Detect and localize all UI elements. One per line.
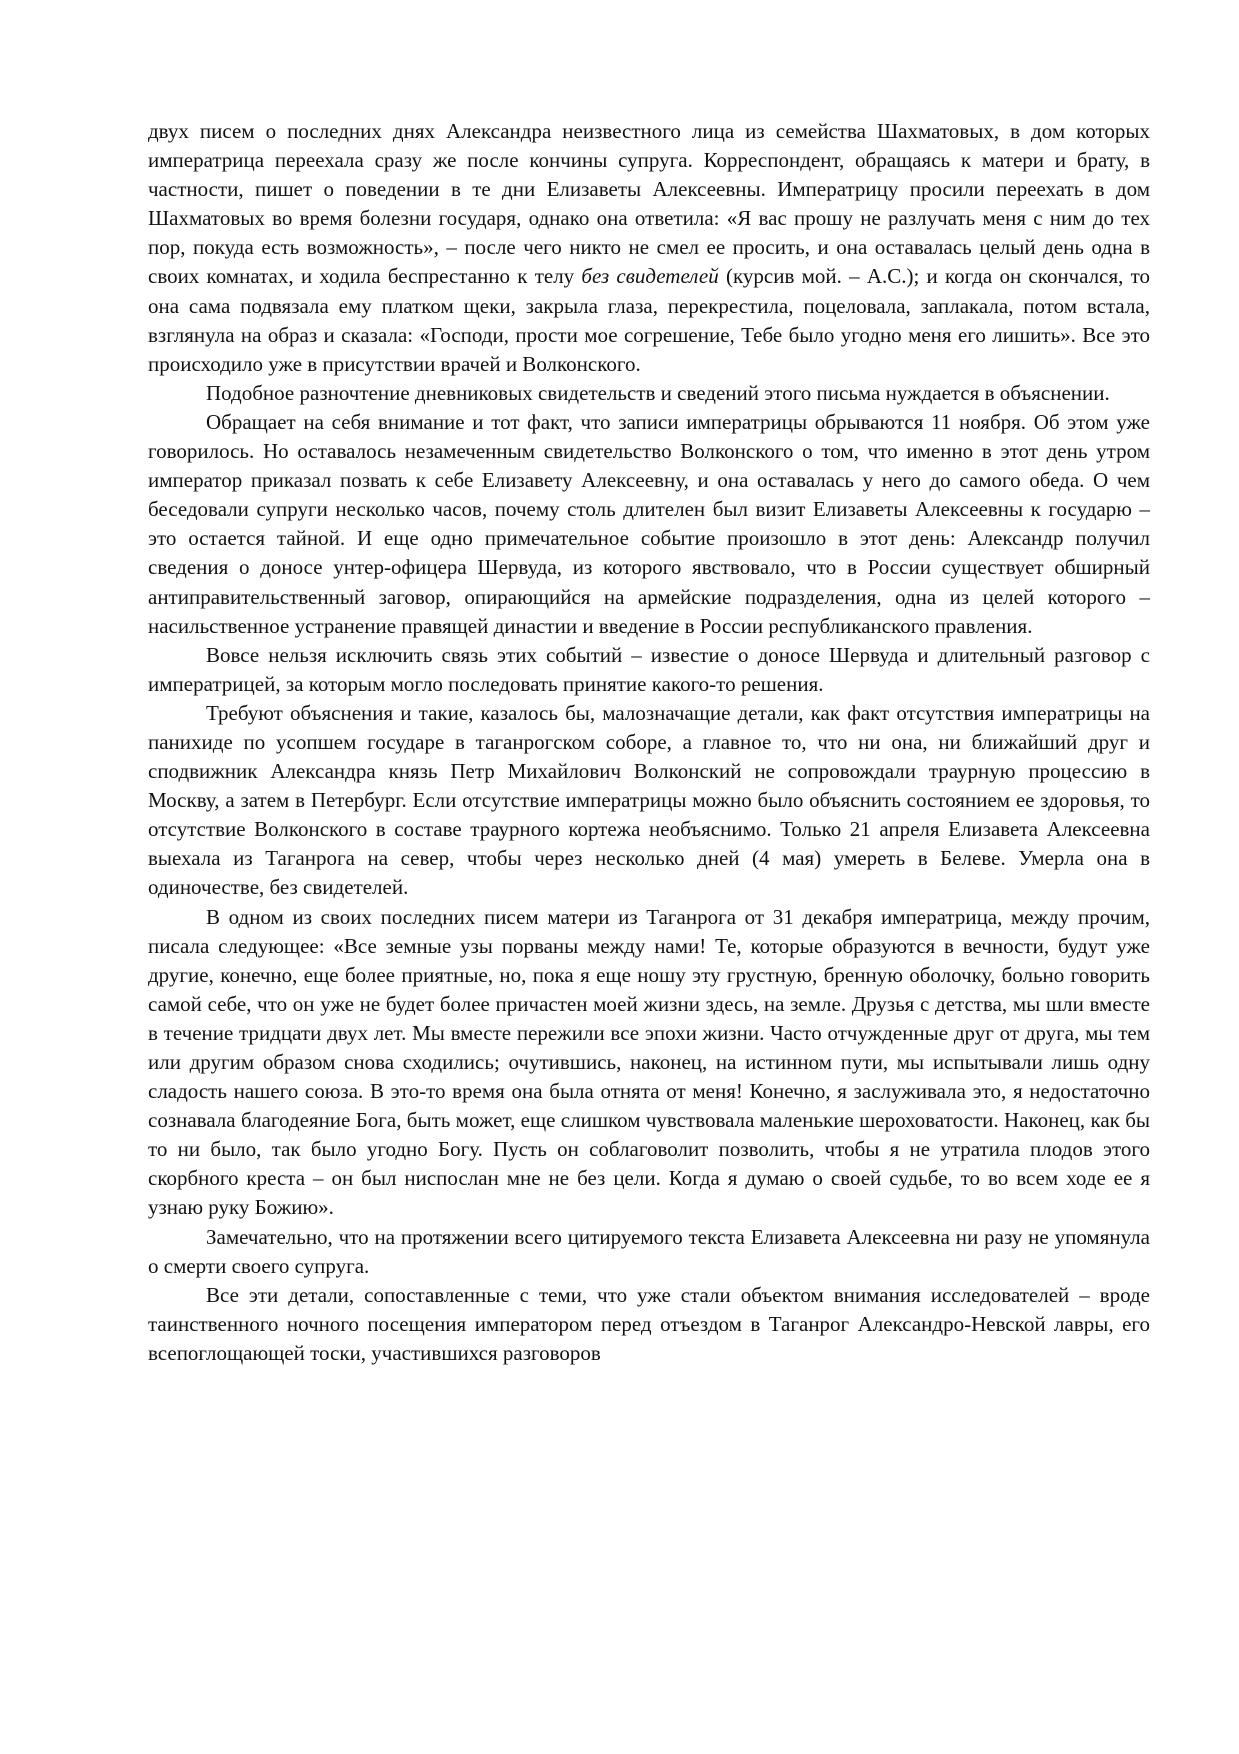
paragraph-continued <box>148 117 1150 379</box>
paragraph: Обращает на себя внимание и тот факт, что записи императрицы обрываются 11 ноября. Об этом уже говорилось. Но оставалось незамеченным свидетельство Волконского о том, что именно в этот день утром император приказал позвать к себе Елизавету Алексеевну, и она оставалась у него до самого обеда. О чем беседовали супруги несколько часов, почему столь длителен был визит Елизаветы Алексеевны к государю – это остается тайной. И еще одно примечательное событие произошло в этот день: Александр получил сведения о доносе унтер-офицера Шервуда, из которого явствовало, что в России существует обширный антиправительственный заговор, опирающийся на армейские подразделения, одна из целей которого – насильственное устранение правящей династии и введение в России республиканского правления. <box>148 409 1150 638</box>
paragraph-letter-quote: В одном из своих последних писем матери из Таганрога от 31 декабря императрица, между прочим, писала следующее: «Все земные узы порваны между нами! Те, которые образуются в вечности, будут уже другие, конечно, еще более приятные, но, пока я еще ношу эту грустную, бренную оболочку, больно говорить самой себе, что он уже не будет более причастен моей жизни здесь, на земле. Друзья с детства, мы шли вместе в течение тридцати двух лет. Мы вместе пережили все эпохи жизни. Часто отчужденные друг от друга, мы тем или другим образом снова сходились; очутившись, наконец, на истинном пути, мы испытывали лишь одну сладость нашего союза. В это-то время она была отнята от меня! Конечно, я заслуживала это, я недостаточно сознавала благодеяние Бога, быть может, еще слишком чувствовала маленькие шероховатости. Наконец, как бы то ни было, так было угодно Богу. Пусть он соблаговолит позволить, чтобы я не утратила плодов этого скорбного креста – он был ниспослан мне не без цели. Когда я думаю о своей судьбе, то во всем ходе ее я узнаю руку Божию». <box>148 904 1150 1220</box>
document-page <box>148 117 1150 1368</box>
paragraph: Замечательно, что на протяжении всего цитируемого текста Елизавета Алексеевна ни разу не упомянула о смерти своего супруга. <box>148 1224 1150 1278</box>
paragraph-continues-next-page: Все эти детали, сопоставленные с теми, что уже стали объектом внимания исследователей – вроде таинственного ночного посещения императором перед отъездом в Таганрог Александро-Невской лавры, его всепоглощающей тоски, участившихся разговоров <box>148 1282 1150 1365</box>
paragraph-text: двух писем о последних днях Александра неизвестного лица из семейства Шахматовых, в дом которых императрица переехала сразу же после кончины супруга. Корреспондент, обращаясь к матери и брату, в частности, пишет о поведении в те дни Елизаветы Алексеевны. Императрицу просили переехать в дом Шахматовых во время болезни государя, однако она ответила: «Я вас прошу не разлучать меня с ним до тех пор, покуда есть возможность», – после чего никто не смел ее просить, и она оставалась целый день одна в своих комнатах, и ходила беспрестанно к телу <box>148 119 1150 289</box>
paragraph: Подобное разночтение дневниковых свидетельств и сведений этого письма нуждается в объяснении. <box>206 380 1110 405</box>
paragraph-text: (курсив мой. – А.С.); и когда он скончался, то она сама подвязала ему платком щеки, закрыла глаза, перекрестила, поцеловала, заплакала, потом встала, взглянула на образ и сказала: «Господи, прости мое согрешение, Тебе было угодно меня его лишить». Все это происходило уже в присутствии врачей и Волконского. <box>148 264 1151 376</box>
paragraph: Требуют объяснения и такие, казалось бы, малозначащие детали, как факт отсутствия императрицы на панихиде по усопшем государе в таганрогском соборе, а главное то, что ни она, ни ближайший друг и сподвижник Александра князь Петр Михайлович Волконский не сопровождали траурную процессию в Москву, а затем в Петербург. Если отсутствие императрицы можно было объяснить состоянием ее здоровья, то отсутствие Волконского в составе траурного кортежа необъяснимо. Только 21 апреля Елизавета Алексеевна выехала из Таганрога на север, чтобы через несколько дней (4 мая) умереть в Белеве. Умерла она в одиночестве, без свидетелей. <box>148 700 1150 900</box>
italic-emphasis: без свидетелей <box>581 264 719 289</box>
paragraph: Вовсе нельзя исключить связь этих событий – известие о доносе Шервуда и длительный разговор с императрицей, за которым могло последовать принятие какого-то решения. <box>148 642 1150 696</box>
